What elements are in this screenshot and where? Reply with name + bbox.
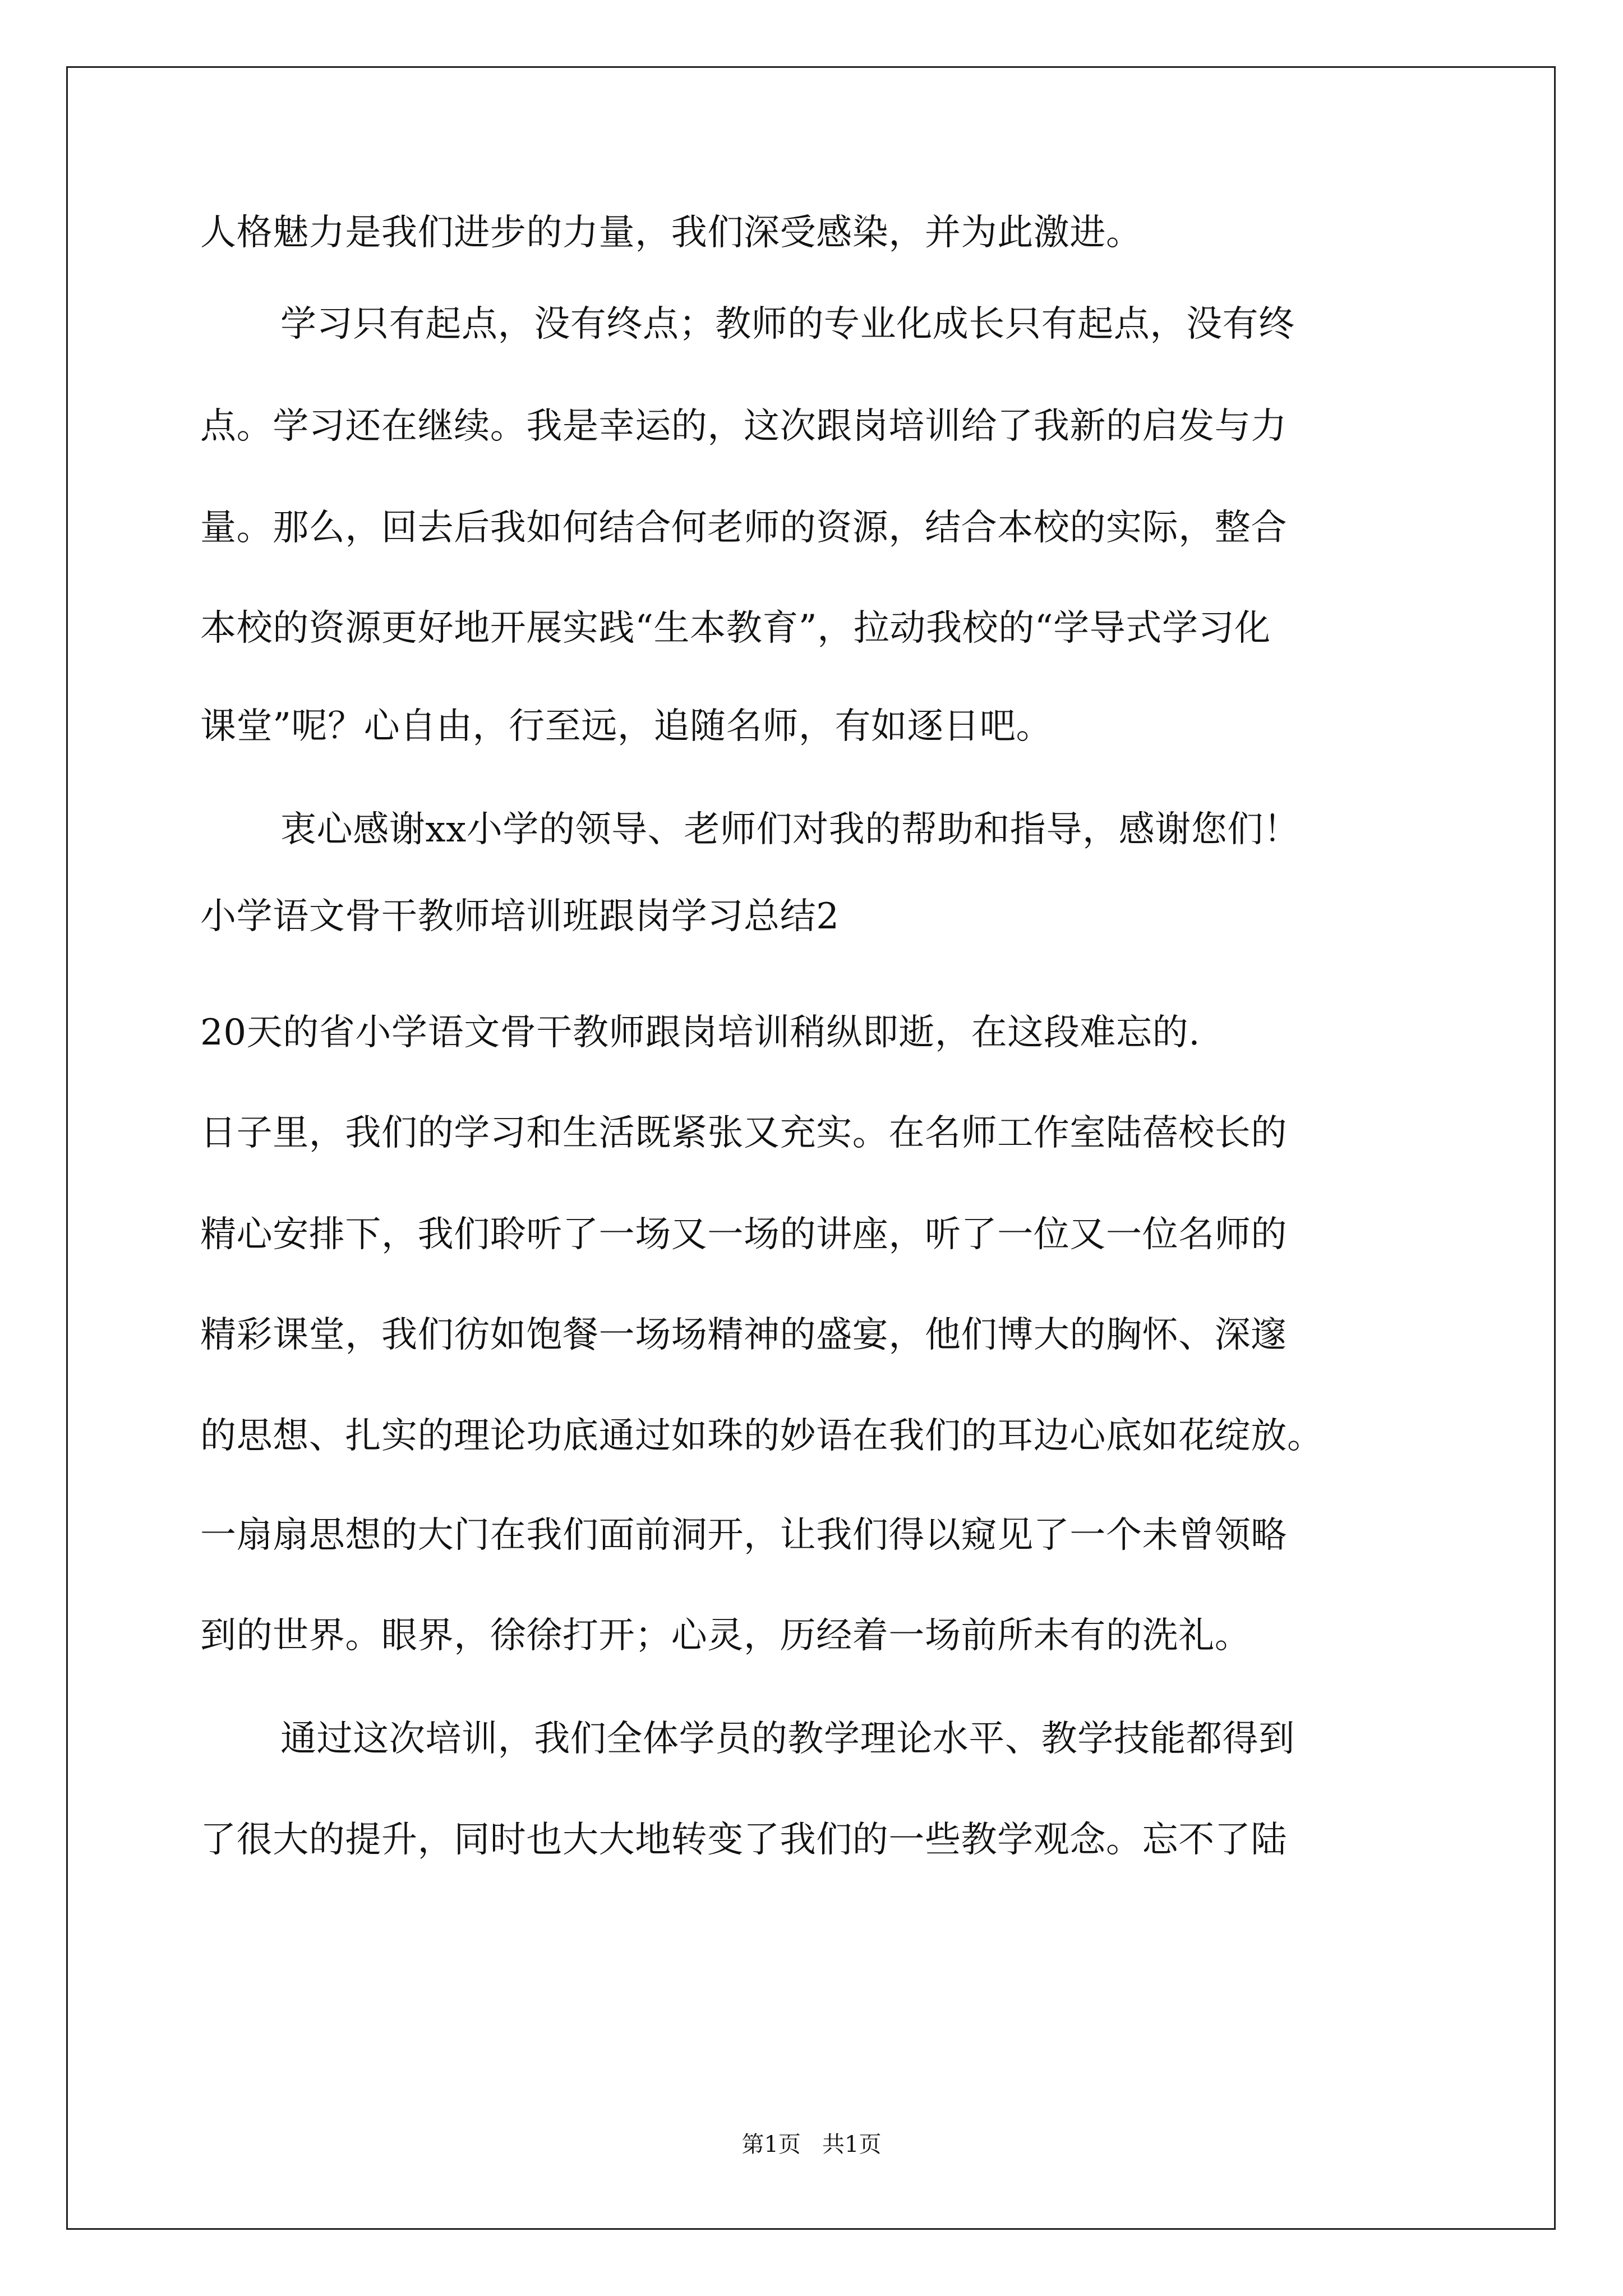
body-line: 本校的资源更好地开展实践“生本教育”，拉动我校的“学导式学习化 <box>200 608 1271 649</box>
body-line: 课堂”呢？心自由，行至远，追随名师，有如逐日吧。 <box>200 706 1053 747</box>
body-line: 人格魅力是我们进步的力量，我们深受感染，并为此激进。 <box>200 212 1142 254</box>
body-line: 精彩课堂，我们彷如饱餐一场场精神的盛宴，他们博大的胸怀、深邃 <box>200 1314 1287 1356</box>
body-line: 一扇扇思想的大门在我们面前洞开，让我们得以窥见了一个未曾领略 <box>200 1515 1287 1556</box>
page-number-footer: 第1页 共1页 <box>741 2132 882 2157</box>
body-line: 日子里，我们的学习和生活既紧张又充实。在名师工作室陆蓓校长的 <box>200 1112 1287 1154</box>
body-line: 精心安排下，我们聆听了一场又一场的讲座，听了一位又一位名师的 <box>200 1214 1287 1255</box>
body-line: 量。那么，回去后我如何结合何老师的资源，结合本校的实际，整合 <box>200 507 1287 549</box>
body-line: 的思想、扎实的理论功底通过如珠的妙语在我们的耳边心底如花绽放。 <box>200 1415 1324 1457</box>
body-line: 点。学习还在继续。我是幸运的，这次跟岗培训给了我新的启发与力 <box>200 406 1287 447</box>
paragraph-start-line: 20天的省小学语文骨干教师跟岗培训稍纵即逝，在这段难忘的. <box>200 1012 1201 1053</box>
paragraph-start-line: 衷心感谢xx小学的领导、老师们对我的帮助和指导，感谢您们！ <box>280 809 1300 850</box>
body-line: 到的世界。眼界，徐徐打开；心灵，历经着一场前所未有的洗礼。 <box>200 1615 1251 1657</box>
section-heading: 小学语文骨干教师培训班跟岗学习总结2 <box>200 896 840 937</box>
paragraph-start-line: 学习只有起点，没有终点；教师的专业化成长只有起点，没有终 <box>280 303 1295 345</box>
body-line: 了很大的提升，同时也大大地转变了我们的一些教学观念。忘不了陆 <box>200 1819 1287 1861</box>
paragraph-start-line: 通过这次培训，我们全体学员的教学理论水平、教学技能都得到 <box>280 1718 1295 1760</box>
